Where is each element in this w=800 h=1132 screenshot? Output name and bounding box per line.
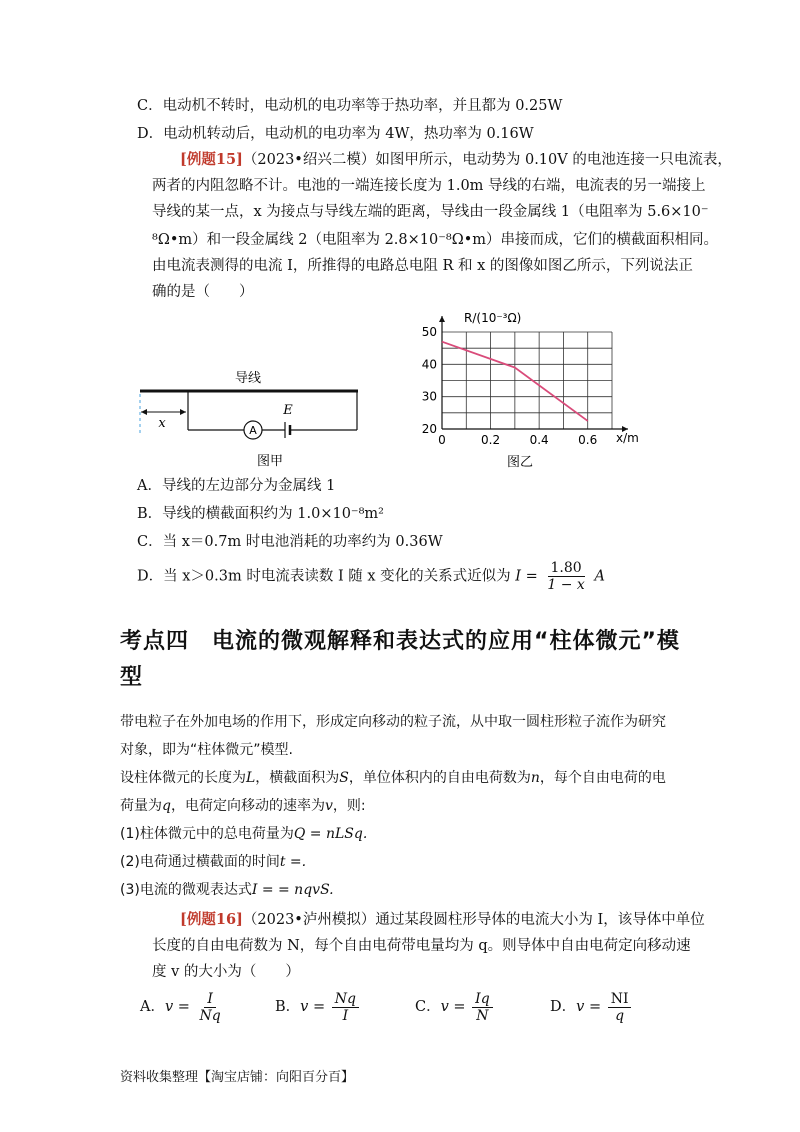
section4-p4-b: ，电荷定向移动的速率为 [170, 798, 325, 814]
wire-label: 导线 [234, 371, 262, 386]
q16-label: [例题16] [180, 911, 243, 928]
ammeter-label: A [249, 424, 257, 437]
q16-option-b-fraction [332, 991, 359, 1024]
q15-line1 [180, 150, 732, 170]
q16-option-b-lhs: v = [300, 999, 326, 1015]
q15-option-d-numerator: 1.80 [548, 560, 585, 577]
emf-label: E [283, 403, 293, 418]
q16-option-d-lhs: v = [576, 999, 602, 1015]
q16-option-d-den: q [615, 1007, 625, 1024]
prev-option-d: D．电动机转动后，电动机的电功率为 4W，热功率为 0.16W [137, 126, 534, 142]
q15-line5: 由电流表测得的电流 I，所推得的电路总电阻 R 和 x 的图像如图乙所示，下列说法正 [152, 258, 693, 274]
fig-left-caption: 图甲 [256, 454, 284, 469]
q15-option-a: A．导线的左边部分为金属线 1 [137, 478, 336, 494]
q15-option-c: C．当 x＝0.7m 时电池消耗的功率约为 0.36W [137, 534, 443, 550]
chart-x-tick-label: 0.6 [578, 433, 598, 447]
q15-line4: ⁸Ω•m）和一段金属线 2（电阻率为 2.8×10⁻⁸Ω•m）串接而成，它们的横截面积相同。 [152, 232, 719, 248]
section4-p4 [120, 796, 366, 816]
var-n: n [530, 770, 540, 786]
q16-option-c-fraction [472, 991, 493, 1024]
q16-option-a-lhs: v = [164, 999, 190, 1015]
section4-p4-c: ，则: [332, 798, 366, 814]
footer-note: 资料收集整理【淘宝店铺：向阳百分百】 [120, 1070, 355, 1085]
var-L: L [246, 770, 256, 786]
q16-option-c-lhs: v = [440, 999, 466, 1015]
q16-option-a-fraction [197, 991, 224, 1024]
section4-p1: 带电粒子在外加电场的作用下，形成定向移动的粒子流，从中取一圆柱形粒子流作为研究 [120, 714, 666, 730]
q16-option-d-num: NI [608, 991, 632, 1008]
q16-option-c-letter: C． [415, 999, 441, 1015]
chart-y-tick-label: 40 [421, 357, 437, 372]
chart-ylabel: R/(10⁻³Ω) [464, 311, 522, 325]
section4-p3-b: ，横截面积为 [255, 770, 340, 786]
q16-line2: 长度的自由电荷数为 N，每个自由电荷带电量均为 q。则导体中自由电荷定向移动速 [152, 938, 691, 954]
var-S: S [339, 770, 349, 786]
prev-option-c: C．电动机不转时，电动机的电功率等于热功率，并且都为 0.25W [137, 98, 563, 114]
q16-option-a-den: Nq [199, 1007, 221, 1024]
q16-option-c-num: Iq [472, 991, 493, 1008]
q15-line3: 导线的某一点，x 为接点与导线左端的距离，导线由一段金属线 1（电阻率为 5.6×10⁻ [152, 204, 709, 220]
q16-line1-text: （2023•泸州模拟）通过某段圆柱形导体的电流大小为 I，该导体中单位 [242, 912, 705, 928]
q15-line2: 两者的内阻忽略不计。电池的一端连接长度为 1.0m 导线的右端，电流表的另一端接上 [152, 178, 706, 194]
section4-title-line2: 型 [120, 665, 144, 690]
chart-y-tick-label: 50 [421, 325, 437, 339]
item1-formula: Q = nLSq. [293, 826, 368, 842]
q16-option-b-letter: B． [275, 999, 301, 1015]
x-label: x [158, 416, 166, 431]
q16-option-b [275, 988, 361, 1026]
chart-y-tick-label: 30 [421, 389, 437, 404]
resistance-chart [410, 304, 640, 474]
item2-formula: t =. [279, 854, 307, 870]
q16-option-a [140, 988, 226, 1026]
section4-p3 [120, 768, 666, 788]
item3-formula: I = = nqvS. [251, 882, 334, 898]
chart-y-arrow [439, 316, 445, 322]
section4-item1 [120, 824, 367, 844]
item2-text: (2)电荷通过横截面的时间 [120, 854, 280, 870]
q15-option-d-fraction [544, 560, 587, 593]
q15-option-d-text: D．当 x＞0.3m 时电流表读数 I 随 x 变化的关系式近似为 [137, 568, 511, 585]
q15-line6: 确的是（ ） [152, 284, 254, 300]
q15-option-d [137, 560, 605, 593]
section4-p2: 对象，即为“柱体微元”模型. [120, 742, 293, 758]
q16-option-d-letter: D． [550, 999, 577, 1015]
chart-caption: 图乙 [506, 455, 534, 470]
section4-p3-d: ，每个自由电荷的电 [539, 770, 666, 786]
q15-option-d-lhs: I = [515, 568, 538, 585]
q15-option-d-denominator: 1 − x [547, 577, 585, 593]
section4-p3-a: 设柱体微元的长度为 [120, 770, 246, 786]
section4-item3 [120, 880, 334, 900]
q15-label: [例题15] [180, 151, 243, 168]
q16-line3: 度 v 的大小为（ ） [152, 964, 300, 980]
circuit-diagram [120, 362, 370, 472]
chart-x-tick-label: 0.2 [481, 433, 501, 447]
chart-y-tick-label: 20 [421, 422, 437, 436]
chart-x-tick-label: 0.4 [529, 433, 549, 447]
section4-item2 [120, 852, 306, 872]
q15-option-b: B．导线的横截面积约为 1.0×10⁻⁸m² [137, 506, 384, 522]
item1-text: (1)柱体微元中的总电荷量为 [120, 826, 294, 842]
q16-option-a-letter: A． [140, 999, 165, 1015]
q16-line1 [180, 910, 705, 930]
chart-x-tick-label: 0 [438, 433, 446, 447]
q16-option-a-num: I [204, 991, 216, 1008]
section4-p3-c: ，单位体积内的自由电荷数为 [348, 770, 531, 786]
q16-option-c [415, 988, 495, 1026]
q15-option-d-unit: A [594, 568, 605, 585]
var-q: q [162, 798, 171, 814]
q16-option-d-fraction [608, 991, 632, 1024]
section4-p4-a: 荷量为 [120, 798, 162, 814]
section4-title-line1: 考点四 电流的微观解释和表达式的应用“柱体微元”模 [120, 629, 680, 654]
chart-xlabel: x/m [616, 431, 639, 445]
q16-option-b-den: I [342, 1007, 349, 1024]
var-v: v [324, 798, 333, 814]
q16-option-c-den: N [476, 1007, 489, 1024]
q16-option-b-num: Nq [332, 991, 359, 1008]
q16-option-d [550, 988, 633, 1026]
item3-text: (3)电流的微观表达式 [120, 882, 252, 898]
q15-line1-text: （2023•绍兴二模）如图甲所示，电动势为 0.10V 的电池连接一只电流表， [242, 152, 732, 168]
